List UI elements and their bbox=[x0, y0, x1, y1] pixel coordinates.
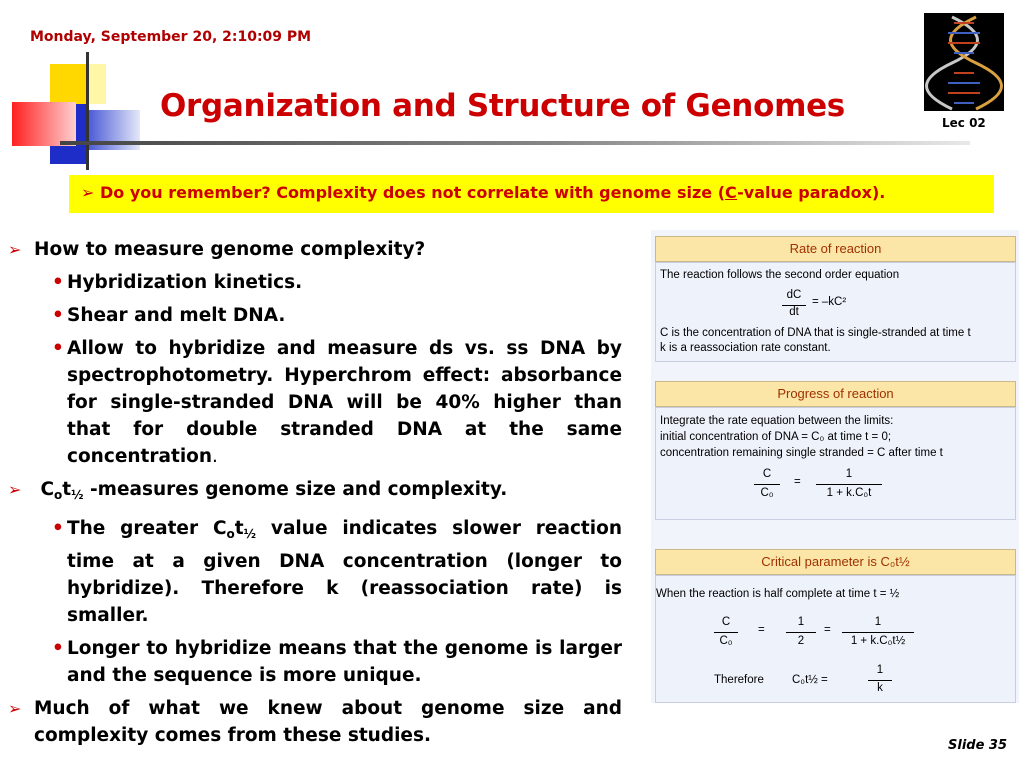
sub-bullet-text: Longer to hybridize means that the genome is larger and the sequence is more unique. bbox=[67, 638, 622, 686]
panel-text: k is a reassociation rate constant. bbox=[660, 342, 831, 354]
bullet-text: How to measure genome complexity? bbox=[34, 239, 426, 260]
eq-rhs: = –kC² bbox=[812, 296, 847, 308]
c0t-sub-o: o bbox=[226, 527, 235, 541]
eq-numerator: 1 bbox=[874, 616, 882, 628]
lecture-label: Lec 02 bbox=[942, 116, 986, 130]
callout-text-before: Do you remember? Complexity does not correlate with genome size ( bbox=[99, 183, 726, 202]
title-underline bbox=[60, 141, 970, 145]
panel-rate-header: Rate of reaction bbox=[655, 236, 1016, 262]
panel-text: initial concentration of DNA = C₀ at time t = 0; bbox=[660, 431, 892, 443]
slide-number: Slide 35 bbox=[948, 738, 1008, 753]
eq-equals: = bbox=[758, 624, 765, 636]
eq-numerator: 1 bbox=[845, 468, 853, 480]
c0t-t: t bbox=[62, 479, 72, 500]
panel-critical-body bbox=[655, 575, 1016, 703]
fraction-line bbox=[786, 632, 816, 633]
eq-denominator: C₀ bbox=[760, 487, 774, 499]
panel-critical-header: Critical parameter is C₀t½ bbox=[655, 549, 1016, 575]
panel-progress-header: Progress of reaction bbox=[655, 381, 1016, 407]
panel-progress-body bbox=[655, 407, 1016, 520]
callout-text-underlined: C bbox=[725, 183, 738, 202]
reaction-kinetics-figure bbox=[651, 230, 1019, 703]
dot-bullet-icon: • bbox=[52, 638, 64, 659]
eq-denominator: C₀ bbox=[719, 635, 733, 647]
dna-helix-image bbox=[924, 13, 1004, 111]
dot-bullet-icon: • bbox=[52, 272, 64, 293]
arrow-bullet-icon: ➢ bbox=[8, 699, 22, 718]
arrow-bullet-icon: ➢ bbox=[81, 183, 95, 202]
eq-equals: = bbox=[824, 624, 831, 636]
bullet-text: Much of what we knew about genome size and complexity comes from these studies. bbox=[34, 698, 622, 746]
callout-text-after: -value paradox). bbox=[737, 183, 886, 202]
eq-equals: = bbox=[794, 476, 801, 488]
sub-bullet-text: Allow to hybridize and measure ds vs. ss DNA by spectrophotometry. Hyperchrom effect: absorbance for single-stranded DNA will be 40% higher than that for double stranded DNA at the same concentration bbox=[67, 338, 622, 467]
sub-bullet-text: value indicates slower reaction time at a given DNA concentration (longer to hybridize). Therefore k (reassociation rate) is smaller. bbox=[67, 518, 622, 626]
fraction-line bbox=[842, 632, 914, 633]
fraction-line bbox=[816, 484, 882, 485]
sub-bullet-item bbox=[8, 635, 622, 689]
bullet-text: -measures genome size and complexity. bbox=[83, 479, 508, 500]
sub-bullet-item: • Allow to hybridize and measure ds vs. ss DNA by spectrophotometry. Hyperchrom effect: absorbance for single-stranded DNA will be 40% higher than that for double stranded DNA at the same concentration. bbox=[8, 335, 622, 470]
dot-bullet-icon: • bbox=[52, 338, 64, 359]
sub-bullet-item bbox=[8, 302, 622, 329]
bullet-item bbox=[8, 476, 622, 509]
panel-text: The reaction follows the second order equation bbox=[660, 269, 900, 281]
fraction-line bbox=[868, 680, 892, 681]
bullet-item bbox=[8, 236, 622, 263]
dot-bullet-icon: • bbox=[52, 518, 64, 539]
sub-bullet-text: Hybridization kinetics. bbox=[67, 272, 303, 293]
panel-text: C is the concentration of DNA that is single-stranded at time t bbox=[660, 327, 971, 339]
eq-numerator: dC bbox=[786, 289, 802, 301]
eq-denominator: 2 bbox=[797, 635, 805, 647]
fraction-line bbox=[754, 484, 780, 485]
sub-bullet-text: The greater C bbox=[67, 518, 227, 539]
sub-bullet-text: Shear and melt DNA. bbox=[67, 305, 286, 326]
panel-text: Therefore bbox=[714, 674, 764, 686]
c0t-sub-half: ½ bbox=[243, 527, 257, 541]
eq-numerator: C bbox=[762, 468, 772, 480]
eq-numerator: 1 bbox=[876, 664, 884, 676]
c0t-c: C bbox=[40, 479, 55, 500]
eq-denominator: dt bbox=[789, 306, 799, 318]
arrow-bullet-icon: ➢ bbox=[8, 240, 22, 259]
panel-text: concentration remaining single stranded = C after time t bbox=[660, 447, 943, 459]
eq-denominator: k bbox=[877, 682, 883, 694]
date-stamp: Monday, September 20, 2:10:09 PM bbox=[30, 29, 312, 45]
bullet-list bbox=[8, 236, 622, 755]
eq-numerator: 1 bbox=[797, 616, 805, 628]
eq-denominator: 1 + k.C₀t½ bbox=[850, 635, 906, 647]
c0t-sub-half: ½ bbox=[71, 488, 84, 502]
panel-text: Integrate the rate equation between the limits: bbox=[660, 415, 894, 427]
c0t-sub-o: o bbox=[54, 488, 63, 502]
sub-bullet-item bbox=[8, 515, 622, 629]
callout-box bbox=[69, 175, 994, 213]
panel-rate-body bbox=[655, 262, 1016, 362]
sub-bullet-item bbox=[8, 269, 622, 296]
panel-text: When the reaction is half complete at time t = ½ bbox=[656, 588, 900, 600]
dot-bullet-icon: • bbox=[52, 305, 64, 326]
fraction-line bbox=[714, 632, 738, 633]
arrow-bullet-icon: ➢ bbox=[8, 480, 22, 499]
slide-title: Organization and Structure of Genomes bbox=[160, 88, 845, 124]
c0t-t: t bbox=[234, 518, 244, 539]
eq-denominator: 1 + k.C₀t bbox=[826, 487, 872, 499]
bullet-item bbox=[8, 695, 622, 749]
eq-numerator: C bbox=[721, 616, 731, 628]
eq-lhs: C₀t½ = bbox=[792, 674, 828, 686]
